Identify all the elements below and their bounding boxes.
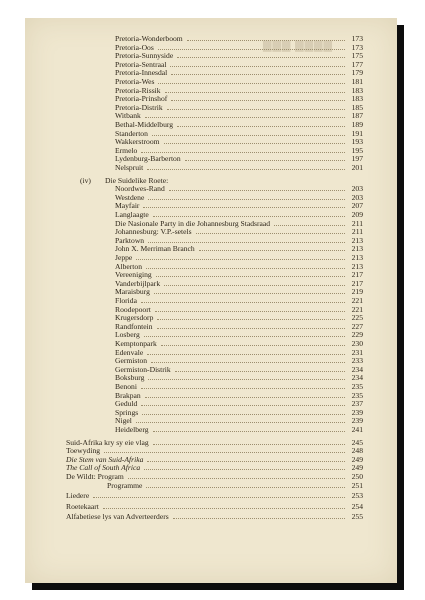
toc-entry bbox=[115, 163, 363, 172]
dot-leader bbox=[104, 446, 345, 453]
toc-entry-page: 221 bbox=[351, 296, 363, 305]
dot-leader bbox=[173, 512, 345, 519]
toc-entry-label: Langlaagte bbox=[115, 210, 149, 219]
dot-leader bbox=[164, 137, 345, 144]
dot-leader bbox=[146, 262, 345, 269]
toc-entry-label: Pretoria-Distrik bbox=[115, 102, 163, 112]
toc-entry-label: Pretoria-Wonderboom bbox=[115, 34, 183, 43]
toc-entry-label: Programme bbox=[107, 480, 143, 490]
dot-leader bbox=[274, 219, 345, 226]
dot-leader bbox=[147, 163, 345, 170]
dot-leader bbox=[136, 253, 345, 260]
toc-entry-label: Krugersdorp bbox=[115, 313, 154, 323]
dot-leader bbox=[144, 330, 345, 337]
toc-entry-label: Boksburg bbox=[115, 373, 145, 383]
toc-entry-label: Benoni bbox=[115, 382, 137, 391]
toc-entry-page: 213 bbox=[351, 244, 363, 254]
toc-entry-page: 233 bbox=[351, 356, 363, 366]
dot-leader bbox=[145, 391, 345, 398]
toc-entry-label: Vanderbijlpark bbox=[115, 278, 161, 288]
toc-entry-page: 173 bbox=[351, 34, 363, 43]
toc-entry bbox=[66, 512, 363, 521]
dot-leader bbox=[170, 60, 345, 67]
toc-entry-page: 225 bbox=[351, 313, 363, 323]
toc-entry-page: 237 bbox=[351, 399, 363, 409]
toc-entry-label: Pretoria-Sentraal bbox=[115, 59, 167, 69]
dot-leader bbox=[156, 270, 345, 277]
toc-entry bbox=[115, 425, 363, 434]
dot-leader bbox=[152, 129, 345, 136]
book-page bbox=[25, 18, 397, 583]
dot-leader bbox=[148, 236, 345, 243]
toc-entry-page: 221 bbox=[351, 304, 363, 314]
toc-entry-label: Alfabetiese lys van Adverteerders bbox=[66, 512, 169, 522]
toc-entry-label: Bethal-Middelburg bbox=[115, 120, 174, 129]
toc-entry-label: Vereeniging bbox=[115, 270, 152, 280]
dot-leader bbox=[148, 373, 345, 380]
dot-leader bbox=[153, 425, 345, 432]
toc-entry-label: Mayfair bbox=[115, 201, 140, 211]
toc-entry-page: 255 bbox=[351, 512, 363, 522]
dot-leader bbox=[141, 382, 345, 389]
show-through-text: ▇▇▇ ▇▇▇▇ bbox=[263, 40, 333, 52]
toc-entry-page: 249 bbox=[351, 463, 363, 473]
dot-leader bbox=[167, 103, 345, 110]
toc-entry-label: Suid-Afrika kry sy eie vlag bbox=[66, 437, 149, 447]
toc-entry-label: Liedere bbox=[66, 491, 90, 501]
dot-leader bbox=[196, 227, 345, 234]
toc-entry-label: Standerton bbox=[115, 128, 148, 138]
toc-entry-label: Maraisburg bbox=[115, 287, 150, 297]
toc-entry-page: 219 bbox=[351, 287, 363, 297]
toc-entry-label: Wakkerstroom bbox=[115, 137, 160, 147]
toc-entry bbox=[107, 481, 363, 490]
section-heading: Die Suidelike Roete: bbox=[105, 175, 169, 185]
toc-entry-label: Die Nasionale Party in die Johannesburg Stadsraad bbox=[115, 218, 271, 228]
dot-leader bbox=[143, 201, 345, 208]
toc-entry-label: Pretoria-Prinshof bbox=[115, 94, 168, 104]
dot-leader bbox=[147, 348, 345, 355]
toc-entry-page: 235 bbox=[351, 390, 363, 400]
toc-entry-page: 207 bbox=[351, 201, 363, 211]
toc-entry-page: 179 bbox=[351, 68, 363, 78]
toc-entry-page: 217 bbox=[351, 270, 363, 280]
dot-leader bbox=[157, 322, 345, 329]
dot-leader bbox=[158, 43, 345, 50]
dot-leader bbox=[147, 455, 345, 462]
toc-entry-label: Brakpan bbox=[115, 390, 141, 400]
toc-entry-label: Parktown bbox=[115, 235, 145, 245]
dot-leader bbox=[158, 77, 345, 84]
toc-entry-page: 245 bbox=[351, 437, 363, 447]
dot-leader bbox=[171, 94, 345, 101]
toc-entry-label: Geduld bbox=[115, 399, 138, 409]
toc-entry-page: 249 bbox=[351, 454, 363, 464]
dot-leader bbox=[142, 408, 345, 415]
toc-entry-page: 248 bbox=[351, 446, 363, 456]
dot-leader bbox=[175, 365, 345, 372]
table-of-contents bbox=[25, 18, 397, 583]
dot-leader bbox=[93, 491, 345, 498]
toc-entry-label: Die Stem van Suid-Afrika bbox=[66, 454, 144, 464]
toc-entry bbox=[66, 502, 363, 511]
toc-entry-label: Pretoria-Innesdal bbox=[115, 68, 168, 78]
dot-leader bbox=[161, 339, 345, 346]
toc-entry-page: 175 bbox=[351, 51, 363, 61]
dot-leader bbox=[177, 51, 345, 58]
toc-entry-page: 217 bbox=[351, 278, 363, 288]
dot-leader bbox=[199, 244, 345, 251]
toc-entry-page: 183 bbox=[351, 94, 363, 104]
toc-entry-page: 209 bbox=[351, 210, 363, 219]
toc-entry-page: 195 bbox=[351, 145, 363, 155]
toc-entry-label: Springs bbox=[115, 407, 139, 417]
dot-leader bbox=[148, 193, 345, 200]
toc-entry-label: Noordwes-Rand bbox=[115, 184, 165, 194]
toc-entry-page: 235 bbox=[351, 382, 363, 391]
toc-entry-page: 203 bbox=[351, 192, 363, 202]
toc-entry-page: 177 bbox=[351, 59, 363, 69]
toc-entry-label: Edenvale bbox=[115, 347, 144, 357]
section-marker: (iv) bbox=[80, 175, 91, 185]
toc-entry-label: Pretoria-Sunnyside bbox=[115, 51, 174, 61]
toc-entry-label: Germiston bbox=[115, 356, 148, 366]
toc-entry-page: 193 bbox=[351, 137, 363, 147]
dot-leader bbox=[141, 146, 345, 153]
dot-leader bbox=[141, 399, 345, 406]
toc-entry-page: 211 bbox=[351, 227, 363, 237]
toc-entry-page: 191 bbox=[351, 128, 363, 138]
dot-leader bbox=[154, 287, 345, 294]
toc-entry-page: 239 bbox=[351, 407, 363, 417]
toc-entry-page: 239 bbox=[351, 416, 363, 426]
toc-entry-page: 231 bbox=[351, 347, 363, 357]
toc-entry-label: Nigel bbox=[115, 416, 132, 426]
dot-leader bbox=[103, 502, 345, 509]
toc-entry-label: Johannesburg: V.P.-setels bbox=[115, 227, 192, 237]
toc-entry-label: Toewyding bbox=[66, 446, 101, 456]
toc-entry-page: 185 bbox=[351, 102, 363, 112]
toc-entry-label: Roetekaart bbox=[66, 501, 99, 511]
toc-entry-page: 211 bbox=[351, 218, 363, 228]
toc-entry-label: Jeppe bbox=[115, 253, 133, 262]
toc-entry-page: 241 bbox=[351, 425, 363, 434]
toc-entry-label: Westdene bbox=[115, 192, 145, 202]
dot-leader bbox=[155, 305, 345, 312]
toc-entry-page: 251 bbox=[351, 480, 363, 490]
toc-entry bbox=[66, 491, 363, 500]
dot-leader bbox=[151, 356, 345, 363]
toc-entry-page: 230 bbox=[351, 339, 363, 348]
toc-entry-label: Kemptonpark bbox=[115, 339, 157, 348]
dot-leader bbox=[153, 210, 345, 217]
dot-leader bbox=[169, 184, 345, 191]
toc-entry-page: 250 bbox=[351, 472, 363, 481]
toc-entry-page: 253 bbox=[351, 491, 363, 501]
toc-entry-page: 189 bbox=[351, 120, 363, 129]
toc-entry-page: 201 bbox=[351, 163, 363, 172]
toc-entry-page: 254 bbox=[351, 501, 363, 511]
toc-entry-page: 234 bbox=[351, 364, 363, 374]
toc-entry-label: Pretoria-Wes bbox=[115, 77, 155, 86]
dot-leader bbox=[146, 481, 345, 488]
toc-entry-page: 181 bbox=[351, 77, 363, 86]
toc-entry-label: De Wildt: Program bbox=[66, 472, 124, 481]
dot-leader bbox=[165, 86, 345, 93]
toc-entry-label: Germiston-Distrik bbox=[115, 364, 171, 374]
dot-leader bbox=[187, 34, 345, 41]
toc-entry-label: Nelspruit bbox=[115, 163, 144, 172]
toc-entry-page: 173 bbox=[351, 42, 363, 52]
dot-leader bbox=[177, 120, 345, 127]
dot-leader bbox=[145, 111, 345, 118]
toc-entry-page: 234 bbox=[351, 373, 363, 383]
toc-entry-label: The Call of South Africa bbox=[66, 463, 141, 473]
toc-entry-label: Roodepoort bbox=[115, 304, 151, 314]
dot-leader bbox=[128, 472, 345, 479]
toc-entry-page: 183 bbox=[351, 85, 363, 95]
toc-entry-label: Witbank bbox=[115, 111, 141, 121]
toc-entry-page: 203 bbox=[351, 184, 363, 194]
dot-leader bbox=[141, 296, 345, 303]
toc-entry-page: 229 bbox=[351, 330, 363, 340]
toc-entry-label: Pretoria-Oos bbox=[115, 42, 154, 52]
toc-entry-label: Alberton bbox=[115, 261, 142, 271]
toc-entry-label: Ermelo bbox=[115, 145, 138, 155]
toc-entry-label: Randfontein bbox=[115, 321, 153, 331]
toc-entry-label: Pretoria-Rissik bbox=[115, 85, 161, 95]
dot-leader bbox=[171, 68, 345, 75]
toc-entry-page: 213 bbox=[351, 235, 363, 245]
dot-leader bbox=[157, 313, 345, 320]
toc-entry-page: 227 bbox=[351, 321, 363, 331]
toc-entry-page: 197 bbox=[351, 154, 363, 164]
toc-entry-page: 187 bbox=[351, 111, 363, 121]
toc-entry-label: John X. Merriman Branch bbox=[115, 244, 195, 254]
toc-entry-label: Florida bbox=[115, 296, 137, 305]
toc-entry-label: Heidelberg bbox=[115, 425, 149, 434]
dot-leader bbox=[153, 438, 345, 445]
toc-entry-label: Lydenburg-Barberton bbox=[115, 154, 181, 164]
toc-entry-page: 213 bbox=[351, 261, 363, 271]
toc-entry-page: 213 bbox=[351, 253, 363, 262]
dot-leader bbox=[164, 279, 345, 286]
dot-leader bbox=[144, 463, 345, 470]
dot-leader bbox=[136, 416, 345, 423]
dot-leader bbox=[185, 154, 345, 161]
toc-entry-label: Losberg bbox=[115, 330, 140, 340]
